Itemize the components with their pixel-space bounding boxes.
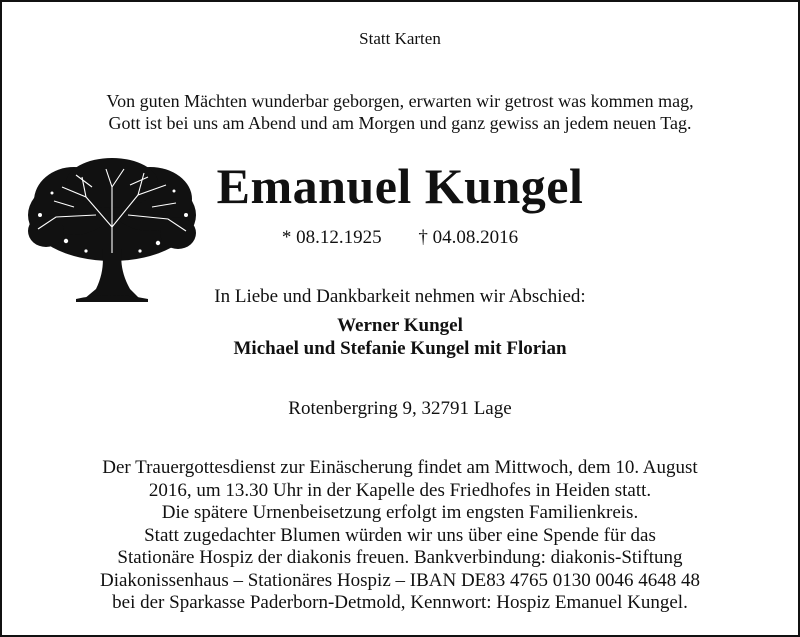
- notice-line: 2016, um 13.30 Uhr in der Kapelle des Friedhofes in Heiden statt.: [148, 479, 652, 501]
- birth-date: * 08.12.1925: [281, 227, 382, 248]
- farewell-text: In Liebe und Dankbarkeit nehmen wir Abschied:: [214, 286, 586, 307]
- notice-line: bei der Sparkasse Paderborn-Detmold, Kennwort: Hospiz Emanuel Kungel.: [112, 592, 688, 613]
- mourners: [2, 314, 798, 360]
- notice-line: Diakonissenhaus – Stationäres Hospiz – IBAN DE83 4765 0130 0046 4648 48: [99, 569, 701, 591]
- notice-line: Die spätere Urnenbeisetzung erfolgt im engsten Familienkreis.: [161, 502, 639, 523]
- notice-line: Der Trauergottesdienst zur Einäscherung findet am Mittwoch, dem 10. August: [102, 457, 698, 478]
- life-dates: [2, 227, 798, 249]
- deceased-name: Emanuel Kungel: [216, 158, 584, 214]
- quote: [2, 90, 798, 134]
- quote-line: Gott ist bei uns am Abend und am Morgen und ganz gewiss an jedem neuen Tag.: [108, 113, 692, 133]
- service-notice: [2, 457, 798, 615]
- death-date: † 04.08.2016: [418, 227, 519, 248]
- address: Rotenbergring 9, 32791 Lage: [288, 398, 512, 419]
- mourner-line: Michael und Stefanie Kungel mit Florian: [233, 338, 567, 359]
- mourner-line: Werner Kungel: [337, 315, 463, 336]
- header-text: Statt Karten: [359, 29, 441, 48]
- notice-line: Stationäre Hospiz der diakonis freuen. Bankverbindung: diakonis-Stiftung: [117, 547, 683, 568]
- quote-line: Von guten Mächten wunderbar geborgen, erwarten wir getrost was kommen mag,: [106, 91, 694, 111]
- notice-line: Statt zugedachter Blumen würden wir uns über eine Spende für das: [144, 524, 656, 546]
